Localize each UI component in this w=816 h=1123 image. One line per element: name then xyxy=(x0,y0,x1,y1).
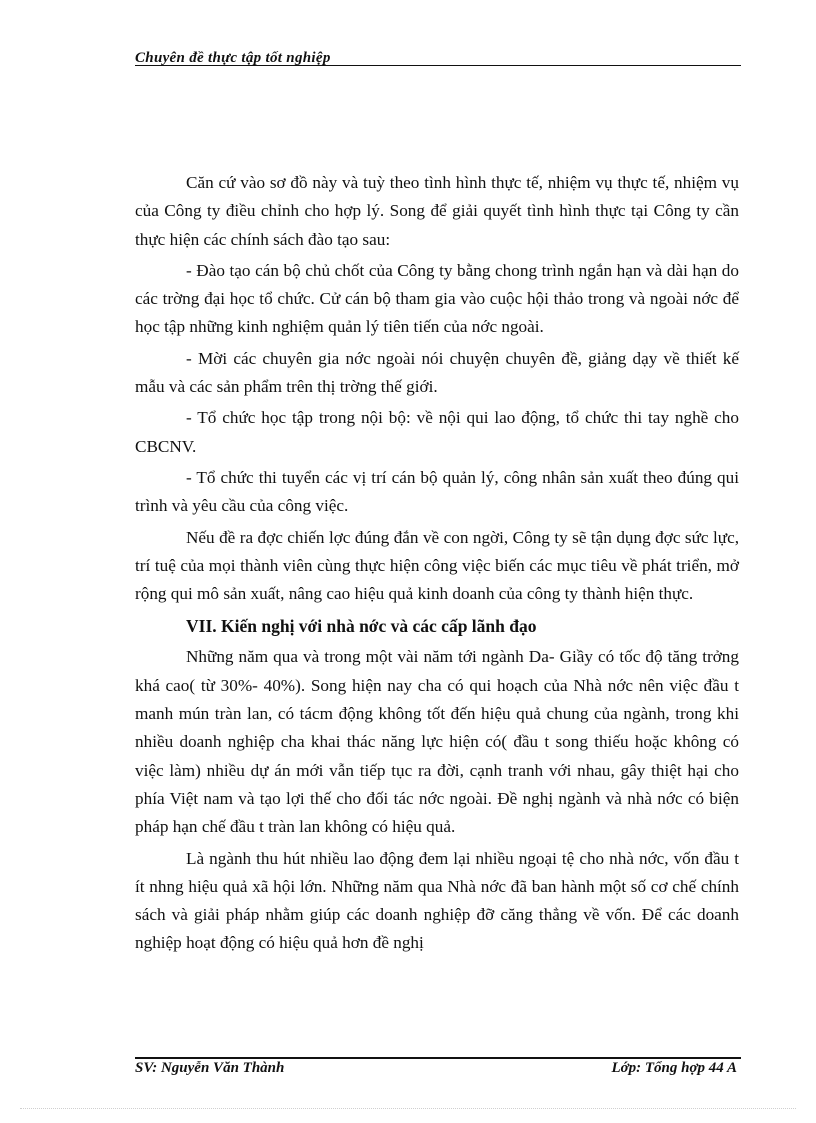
paragraph-1: Căn cứ vào sơ đồ này và tuỳ theo tình hình thực tế, nhiệm vụ thực tế, nhiệm vụ của Công ty điều chỉnh cho hợp lý. Song để giải quyết tình hình thực tại Công ty cần thực hiện các chính sách đào tạo sau: xyxy=(135,173,739,249)
paragraph-8: Là ngành thu hút nhiều lao động đem lại nhiều ngoại tệ cho nhà nớc, vốn đầu t ít nhng hiệu quả xã hội lớn. Những năm qua Nhà nớc đã ban hành một số cơ chế chính sách và giải pháp nhằm giúp các doanh nghiệp đỡ căng thẳng về vốn. Để các doanh nghiệp hoạt động có hiệu quả hơn đề nghị xyxy=(135,848,739,953)
footer-student-name: SV: Nguyễn Văn Thành xyxy=(135,1060,285,1076)
section-heading: VII. Kiến nghị với nhà nớc và các cấp lãnh đạo xyxy=(186,616,537,637)
page-bottom-dotted-line xyxy=(20,1108,796,1109)
page-header xyxy=(135,50,741,67)
footer-class-name: Lớp: Tổng hợp 44 A xyxy=(611,1060,737,1076)
footer-rule xyxy=(135,1057,741,1059)
header-rule xyxy=(135,65,741,66)
paragraph-3: - Mời các chuyên gia nớc ngoài nói chuyện chuyên đề, giảng dạy về thiết kế mẫu và các sản phẩm trên thị trờng thế giới. xyxy=(135,348,739,397)
paragraph-7: Những năm qua và trong một vài năm tới ngành Da- Giầy có tốc độ tăng trởng khá cao( từ 30%- 40%). Song hiện nay cha có qui hoạch của Nhà nớc nên việc đầu t manh mún tràn lan, có tácm động không tốt đến hiệu quả chung của ngành, trong khi nhiều doanh nghiệp cha khai thác năng lực hiện có( đầu t song thiếu hoặc không có việc làm) nhiều dự án mới vẫn tiếp tục ra đời, cạnh tranh với nhau, gây thiệt hại cho phía Việt nam và tạo lợi thế cho đối tác nớc ngoài. Đề nghị ngành và nhà nớc có biện pháp hạn chế đầu t tràn lan không có hiệu quả. xyxy=(135,647,739,837)
header-title: Chuyên đề thực tập tốt nghiệp xyxy=(135,50,331,66)
paragraph-2: - Đào tạo cán bộ chủ chốt của Công ty bằng chong trình ngắn hạn và dài hạn do các trờng đại học tổ chức. Cử cán bộ tham gia vào cuộc hội thảo trong và ngoài nớc để học tập những kinh nghiệm quản lý tiên tiến của nớc ngoài. xyxy=(135,260,739,337)
document-body xyxy=(135,169,739,961)
page-footer xyxy=(135,1052,741,1082)
paragraph-5: - Tổ chức thi tuyển các vị trí cán bộ quản lý, công nhân sản xuất theo đúng qui trình và yêu cầu của công việc. xyxy=(135,467,739,516)
paragraph-6: Nếu đề ra đợc chiến lợc đúng đắn về con ngời, Công ty sẽ tận dụng đợc sức lực, trí tuệ của mọi thành viên cùng thực hiện công việc biến các mục tiêu về phát triển, mở rộng qui mô sản xuất, nâng cao hiệu quả kinh doanh của công ty thành hiện thực. xyxy=(135,527,739,604)
paragraph-4: - Tổ chức học tập trong nội bộ: về nội qui lao động, tổ chức thi tay nghề cho CBCNV. xyxy=(135,408,739,456)
